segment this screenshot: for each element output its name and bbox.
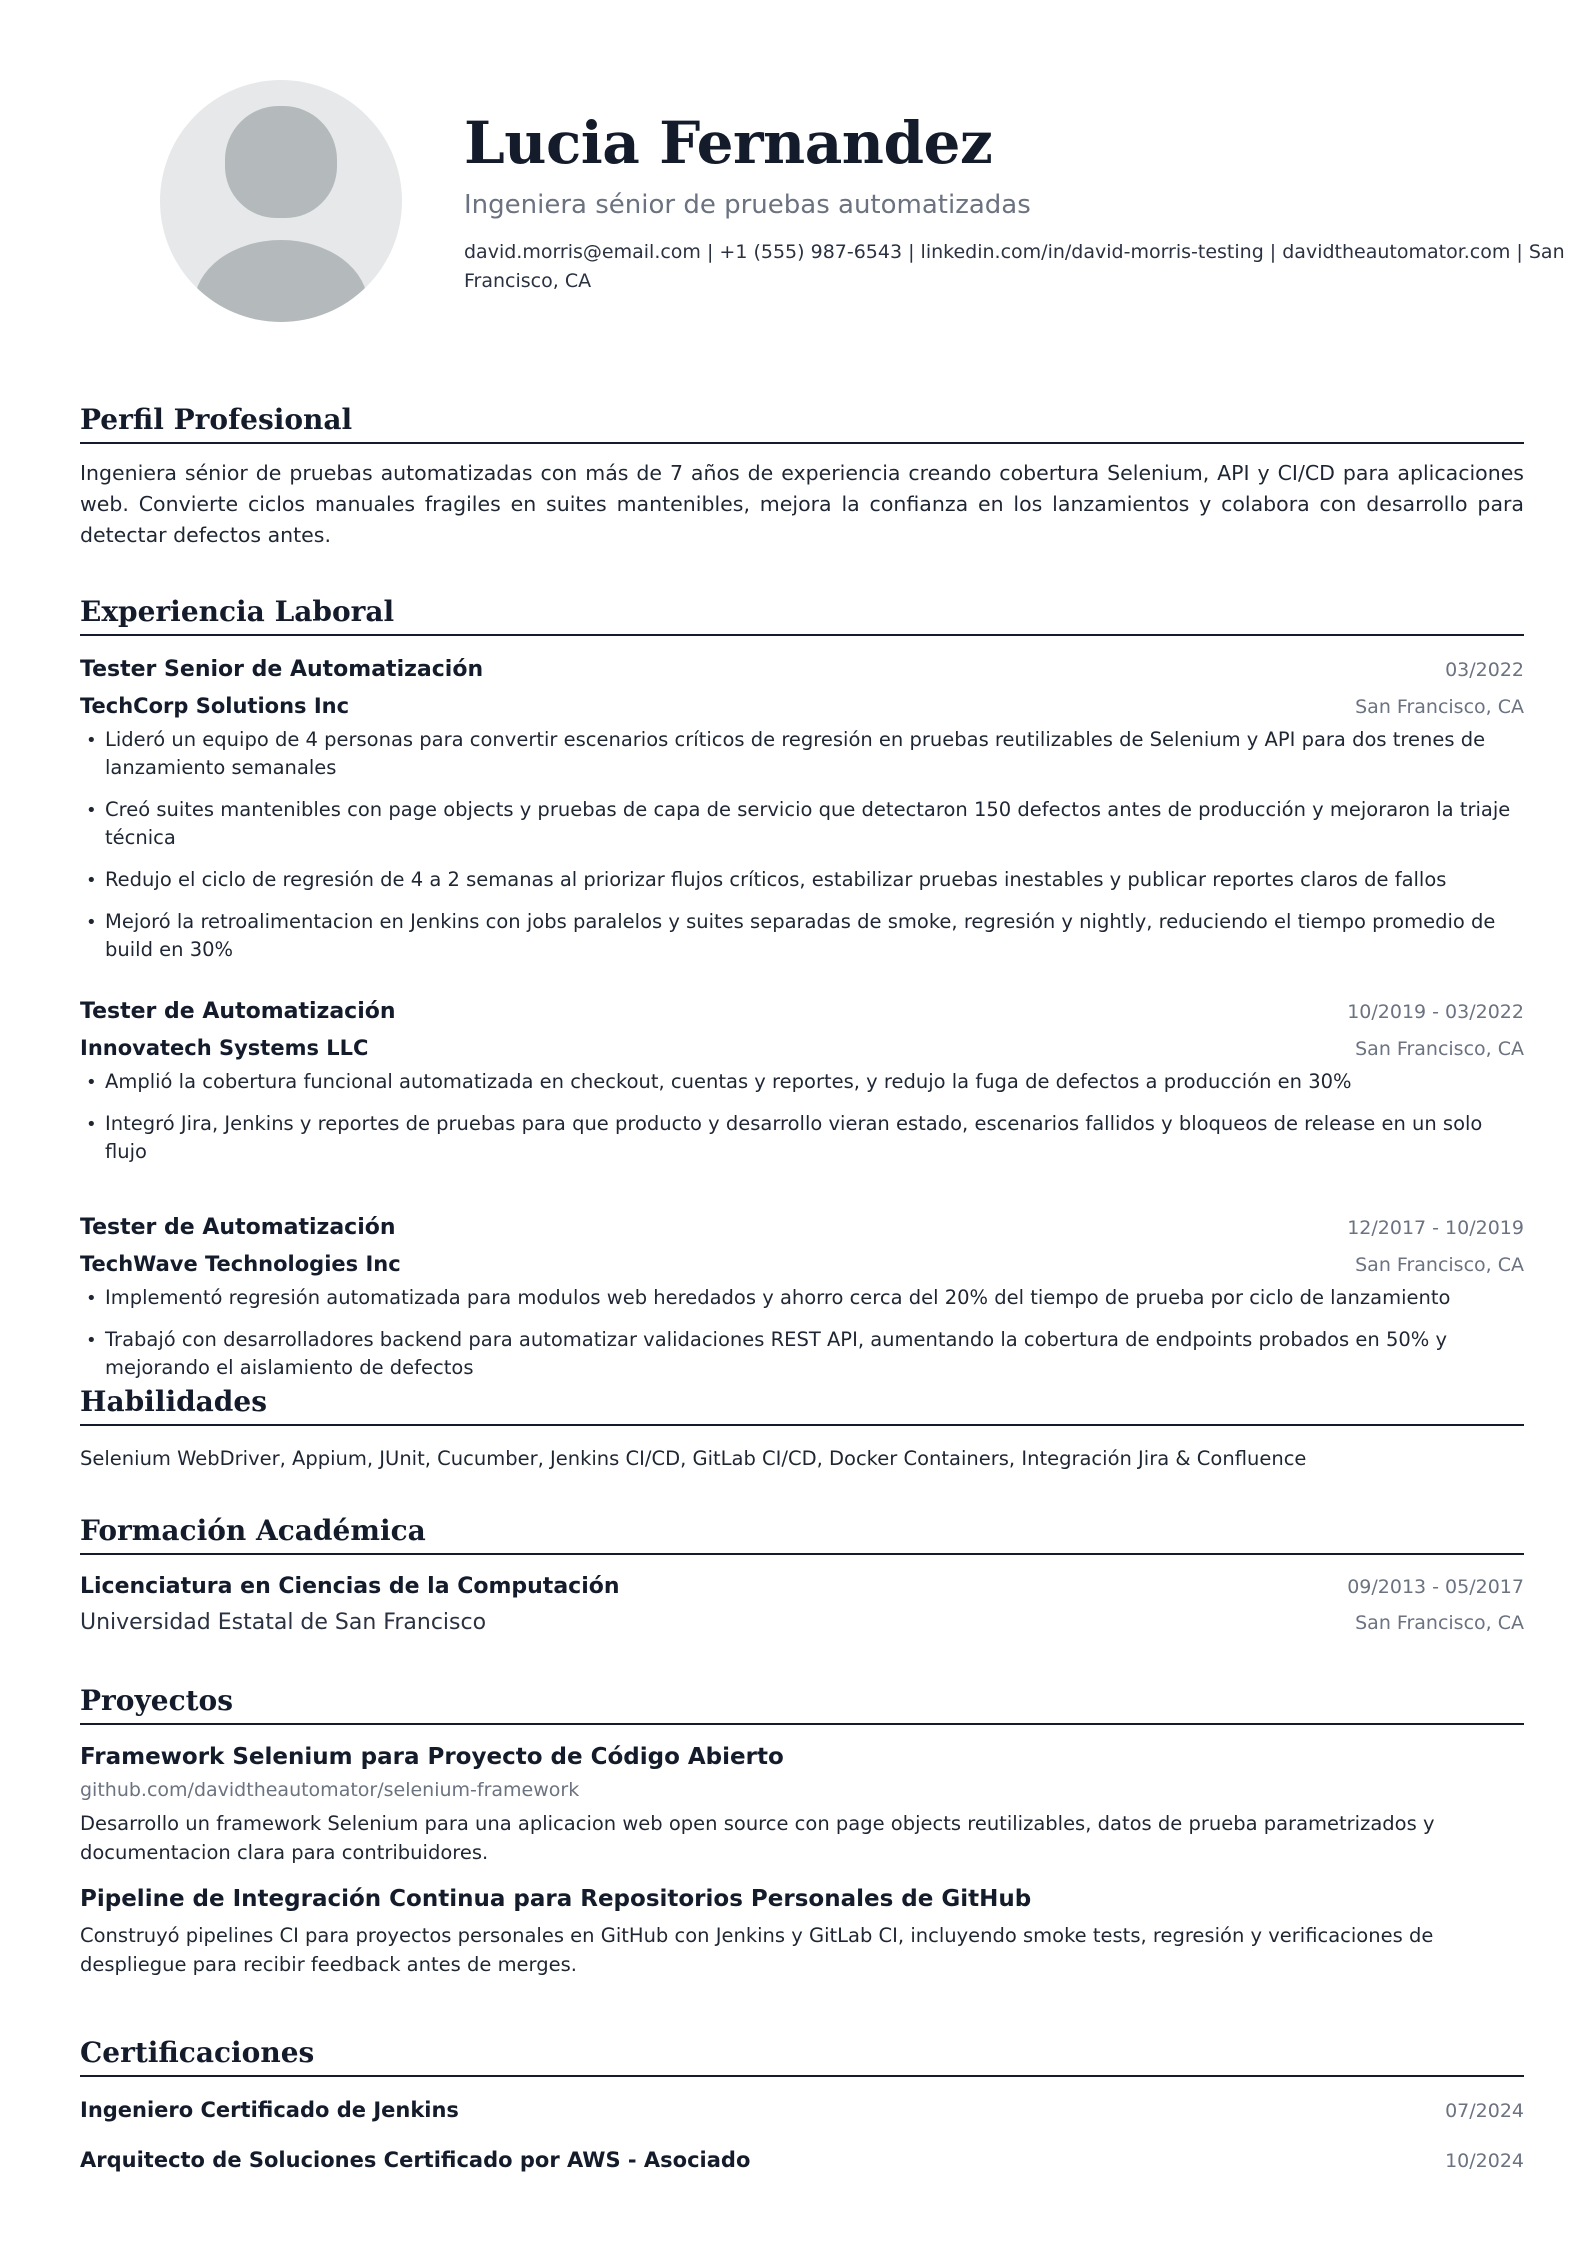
project-description: Construyó pipelines CI para proyectos personales en GitHub con Jenkins y GitLab CI, incluyendo smoke tests, regresión y verificaciones de despliegue para recibir feedback antes de merges. bbox=[80, 1924, 1434, 1976]
section-title-education: Formación Académica bbox=[80, 1513, 1524, 1555]
education-location: San Francisco, CA bbox=[1355, 1612, 1524, 1634]
job-title: Tester de Automatización bbox=[80, 999, 396, 1024]
project-link[interactable]: github.com/davidtheautomator/selenium-framework bbox=[80, 1779, 580, 1801]
certification-date: 10/2024 bbox=[1445, 2150, 1524, 2172]
job-entry bbox=[80, 652, 1524, 964]
job-bullet: • Amplió la cobertura funcional automatizada en checkout, cuentas y reportes, y redujo la fuga de defectos a producción en 30% bbox=[80, 1068, 1524, 1096]
resume-header bbox=[80, 0, 1565, 380]
profile-summary: Ingeniera sénior de pruebas automatizadas con más de 7 años de experiencia creando cobertura Selenium, API y CI/CD para aplicaciones web. Convierte ciclos manuales fragiles en suites mantenibles, mejora la confianza en los lanzamientos y colabora con desarrollo para detectar defectos antes. bbox=[80, 461, 1524, 547]
avatar-head bbox=[225, 106, 337, 218]
job-title: Tester Senior de Automatización bbox=[80, 657, 484, 682]
job-bullet: • Trabajó con desarrolladores backend para automatizar validaciones REST API, aumentando la cobertura de endpoints probados en 50% y mejorando el aislamiento de defectos bbox=[80, 1326, 1524, 1382]
header-text bbox=[464, 108, 1588, 296]
education-degree: Licenciatura en Ciencias de la Computación bbox=[80, 1574, 620, 1599]
job-entry bbox=[80, 994, 1524, 1166]
job-bullets bbox=[80, 1068, 1524, 1166]
project-title: Framework Selenium para Proyecto de Código Abierto bbox=[80, 1744, 784, 1770]
project-description: Desarrollo un framework Selenium para una aplicacion web open source con page objects reutilizables, datos de prueba parametrizados y documentacion clara para contribuidores. bbox=[80, 1812, 1435, 1864]
job-bullet: • Creó suites mantenibles con page objects y pruebas de capa de servicio que detectaron 150 defectos antes de producción y mejoraron la triaje técnica bbox=[80, 796, 1524, 852]
job-entry bbox=[80, 1210, 1524, 1382]
job-date: 10/2019 - 03/2022 bbox=[1347, 1001, 1524, 1023]
job-company: TechWave Technologies Inc bbox=[80, 1252, 401, 1276]
project-entry bbox=[80, 1739, 1524, 1867]
job-location: San Francisco, CA bbox=[1355, 696, 1524, 718]
skills-section bbox=[80, 1384, 1524, 1473]
job-bullet: • Lideró un equipo de 4 personas para convertir escenarios críticos de regresión en pruebas reutilizables de Selenium y API para dos trenes de lanzamiento semanales bbox=[80, 726, 1524, 782]
certification-entry bbox=[80, 2093, 1524, 2127]
job-date: 12/2017 - 10/2019 bbox=[1347, 1217, 1524, 1239]
project-entry bbox=[80, 1881, 1524, 1979]
section-title-experience: Experiencia Laboral bbox=[80, 594, 1524, 636]
certification-date: 07/2024 bbox=[1445, 2100, 1524, 2122]
certification-name: Arquitecto de Soluciones Certificado por AWS - Asociado bbox=[80, 2148, 751, 2172]
education-section bbox=[80, 1513, 1524, 1641]
experience-section bbox=[80, 594, 1524, 1396]
projects-section bbox=[80, 1683, 1524, 1979]
job-bullet: • Integró Jira, Jenkins y reportes de pruebas para que producto y desarrollo vieran estado, escenarios fallidos y bloqueos de release en un solo flujo bbox=[80, 1110, 1524, 1166]
certifications-section bbox=[80, 2035, 1524, 2177]
candidate-headline: Ingeniera sénior de pruebas automatizadas bbox=[464, 190, 1031, 220]
section-title-profile: Perfil Profesional bbox=[80, 402, 1524, 444]
job-bullet: • Redujo el ciclo de regresión de 4 a 2 semanas al priorizar flujos críticos, estabilizar pruebas inestables y publicar reportes claros de fallos bbox=[80, 866, 1524, 894]
job-location: San Francisco, CA bbox=[1355, 1038, 1524, 1060]
education-school: Universidad Estatal de San Francisco bbox=[80, 1610, 487, 1635]
section-title-projects: Proyectos bbox=[80, 1683, 1524, 1725]
skills-list: Selenium WebDriver, Appium, JUnit, Cucumber, Jenkins CI/CD, GitLab CI/CD, Docker Containers, Integración Jira & Confluence bbox=[80, 1447, 1307, 1470]
profile-section bbox=[80, 402, 1524, 551]
certification-entry bbox=[80, 2143, 1524, 2177]
candidate-name: Lucia Fernandez bbox=[464, 109, 993, 177]
project-title: Pipeline de Integración Continua para Repositorios Personales de GitHub bbox=[80, 1886, 1032, 1912]
job-date: 03/2022 bbox=[1445, 659, 1524, 681]
job-bullets bbox=[80, 726, 1524, 964]
job-bullet: • Mejoró la retroalimentacion en Jenkins con jobs paralelos y suites separadas de smoke, regresión y nightly, reduciendo el tiempo promedio de build en 30% bbox=[80, 908, 1524, 964]
avatar-body bbox=[194, 240, 368, 322]
certification-name: Ingeniero Certificado de Jenkins bbox=[80, 2098, 459, 2122]
section-title-certifications: Certificaciones bbox=[80, 2035, 1524, 2077]
education-date: 09/2013 - 05/2017 bbox=[1347, 1576, 1524, 1598]
job-location: San Francisco, CA bbox=[1355, 1254, 1524, 1276]
job-bullets bbox=[80, 1284, 1524, 1382]
job-company: Innovatech Systems LLC bbox=[80, 1036, 369, 1060]
contact-info: david.morris@email.com | +1 (555) 987-6543 | linkedin.com/in/david-morris-testing | davidtheautomator.com | San Francisco, CA bbox=[464, 241, 1565, 292]
job-title: Tester de Automatización bbox=[80, 1215, 396, 1240]
section-title-skills: Habilidades bbox=[80, 1384, 1524, 1426]
job-bullet: • Implementó regresión automatizada para modulos web heredados y ahorro cerca del 20% del tiempo de prueba por ciclo de lanzamiento bbox=[80, 1284, 1524, 1312]
job-company: TechCorp Solutions Inc bbox=[80, 694, 350, 718]
avatar-placeholder-icon bbox=[160, 80, 402, 322]
